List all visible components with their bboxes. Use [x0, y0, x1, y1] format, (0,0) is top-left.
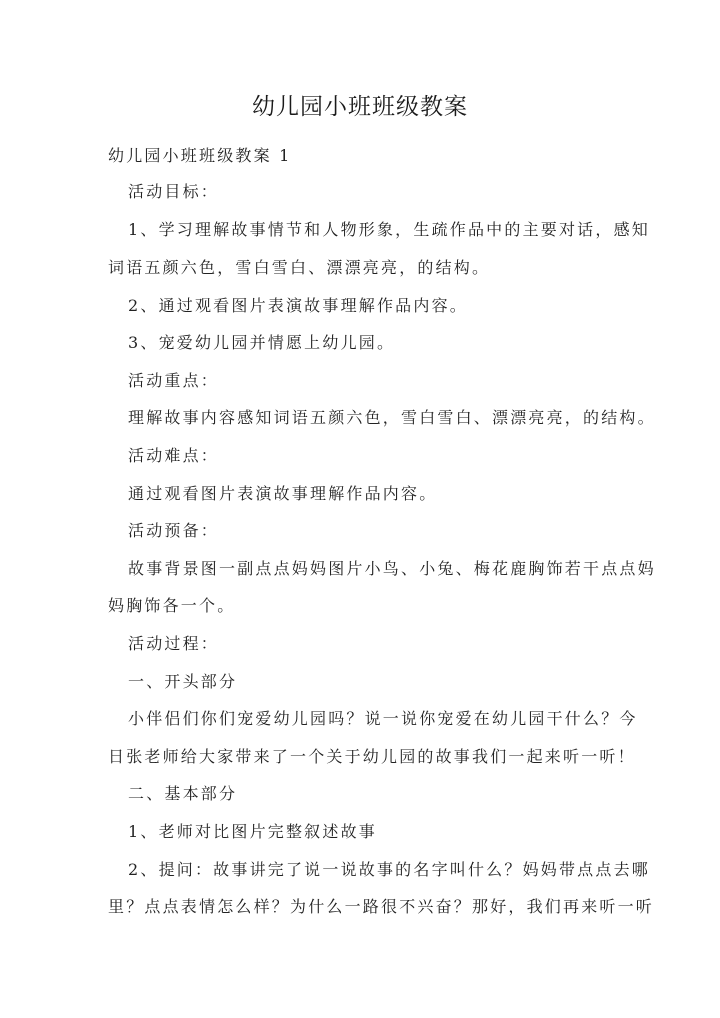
paragraph-line: 故事背景图一副点点妈妈图片小鸟、小兔、梅花鹿胸饰若干点点妈	[128, 559, 656, 578]
paragraph-line: 妈胸饰各一个。	[108, 596, 236, 615]
paragraph-line: 1、老师对比图片完整叙述故事	[128, 822, 377, 841]
paragraph-line: 小伴侣们你们宠爱幼儿园吗？说一说你宠爱在幼儿园干什么？今	[128, 709, 638, 728]
paragraph-line: 活动难点：	[128, 446, 220, 465]
paragraph-line: 3、宠爱幼儿园并情愿上幼儿园。	[128, 333, 396, 352]
paragraph-line: 活动过程：	[128, 634, 220, 653]
paragraph-line: 日张老师给大家带来了一个关于幼儿园的故事我们一起来听一听！	[108, 747, 636, 766]
paragraph-line: 通过观看图片表演故事理解作品内容。	[128, 484, 438, 503]
paragraph-line: 1、学习理解故事情节和人物形象，生疏作品中的主要对话，感知	[128, 220, 650, 239]
paragraph-line: 里？点点表情怎么样？为什么一路很不兴奋？那好，我们再来听一听	[108, 897, 655, 916]
paragraph-line: 一、开头部分	[128, 672, 238, 691]
paragraph-line: 2、提问：故事讲完了说一说故事的名字叫什么？妈妈带点点去哪	[128, 860, 650, 879]
paragraph-line: 活动目标：	[128, 182, 220, 201]
paragraph-line: 理解故事内容感知词语五颜六色，雪白雪白、漂漂亮亮，的结构。	[128, 408, 656, 427]
paragraph-line: 词语五颜六色，雪白雪白、漂漂亮亮，的结构。	[108, 258, 491, 277]
section-heading: 幼儿园小班班级教案 1	[108, 146, 292, 165]
document-title: 幼儿园小班班级教案	[252, 94, 468, 120]
paragraph-line: 活动重点：	[128, 371, 220, 390]
paragraph-line: 二、基本部分	[128, 784, 238, 803]
paragraph-line: 活动预备：	[128, 521, 220, 540]
paragraph-line: 2、通过观看图片表演故事理解作品内容。	[128, 296, 468, 315]
